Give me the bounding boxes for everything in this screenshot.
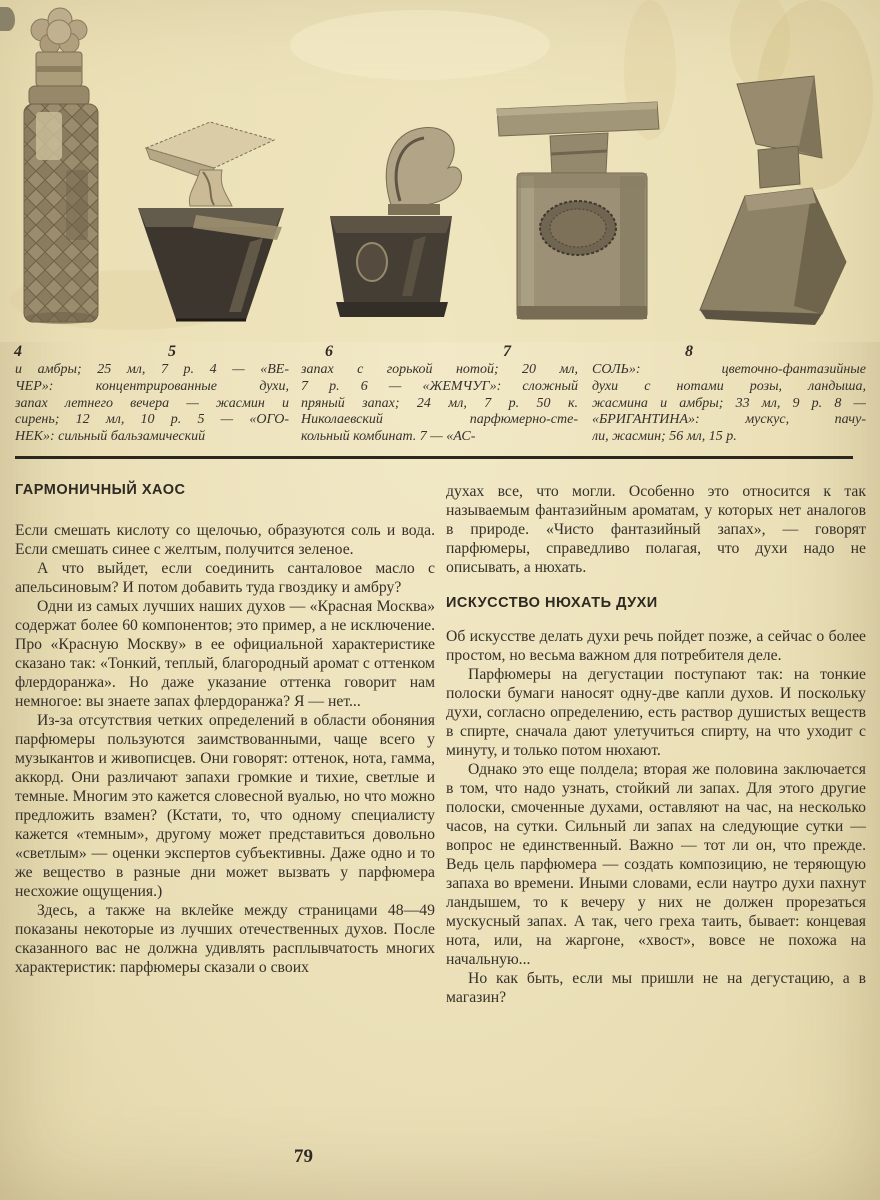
section-divider-rule	[15, 456, 853, 459]
page-number: 79	[294, 1146, 313, 1167]
caption-column-2: запах с горькой нотой; 20 мл, 7 р. 6 — «ЖЕМЧУГ»: сложный пряный запах; 24 мл, 7 р. 50 к. Николаевский парфюмерно-сте- кольный комбинат. 7 — «АС-	[301, 362, 578, 445]
paragraph: Здесь, а также на вклейке между страницами 48—49 показаны некоторые из лучших отечественных духов. После сказанного вас не должна удивлять расплывчатость многих характеристик: парфюмеры сказали о своих	[15, 902, 435, 976]
section-heading-harmonious-chaos: ГАРМОНИЧНЫЙ ХАОС	[15, 482, 186, 498]
perfume-bottles-photo	[0, 0, 880, 342]
paragraph: Если смешать кислоту со щелочью, образуются соль и вода. Если смешать синее с желтым, получится зеленое.	[15, 522, 435, 558]
paragraph: Однако это еще полдела; вторая же половина заключается в том, что надо узнать, стойкий ли запах. Для этого другие полоски, смоченные духами, оставляют на час, на несколько часов, на сутки. Сильный ли запах на следующие сутки — вопрос не единственный. Важно — тот ли он, что прежде. Ведь цель парфюмера — создать композицию, не теряющую запаха во времени. Иными словами, если наутро духи пахнут ландышем, то к вечеру у них не должен прорезаться мускусный запах. А так, чего греха таить, бывает: концевая нота, или, на жаргоне, «хвост», вовсе не похожа на начальную...	[446, 761, 866, 968]
paragraph: Из-за отсутствия четких определений в области обоняния парфюмеры пользуются заимствованными, чаще всего у музыкантов и живописцев. Они говорят: оттенок, нота, гамма, аккорд. Они различают запахи громкие и тихие, светлые и темные. Многим это кажется словесной вуалью, но что можно предложить взамен? (Кстати, то, что одному специалисту кажется «темным», другому может представиться довольно «светлым» — оценки экспертов субъективны. Даже одно и то же вещество в разные дни может вызвать у парфюмера несхожие ощущения.)	[15, 712, 435, 900]
paragraph: А что выйдет, если соединить санталовое масло с апельсиновым? И потом добавить туда гвоздику и амбру?	[15, 560, 435, 596]
paragraph: Об искусстве делать духи речь пойдет позже, а сейчас о более простом, но весьма важном для потребителя деле.	[446, 628, 866, 664]
paragraph: Парфюмеры на дегустации поступают так: на тонкие полоски бумаги наносят одну-две капли духов. И поскольку духи, согласно определению, есть раствор душистых веществ в спирте, сначала дают улетучиться спирту, на что уходит с минуту, и только потом нюхают.	[446, 666, 866, 759]
left-text-column	[15, 482, 435, 977]
section-heading-art-of-smelling: ИСКУССТВО НЮХАТЬ ДУХИ	[446, 595, 658, 611]
figure-number-7: 7	[503, 343, 511, 360]
paragraph: духах все, что могли. Особенно это относится к так называемым фантазийным ароматам, у которых нет аналогов в природе. «Чисто фантазийный запах», — говорят парфюмеры, справедливо полагая, что духи надо не описывать, а нюхать.	[446, 483, 866, 576]
figure-number-4: 4	[14, 343, 22, 360]
figure-number-8: 8	[685, 343, 693, 360]
caption-column-1: и амбры; 25 мл, 7 р. 4 — «ВЕ- ЧЕР»: концентрированные духи, запах летнего вечера — жасмин и сирень; 12 мл, 10 р. 5 — «ОГО- НЕК»: сильный бальзамический	[15, 362, 289, 445]
figure-number-5: 5	[168, 343, 176, 360]
caption-column-3: СОЛЬ»: цветочно-фантазийные духи с нотами розы, ландыша, жасмина и амбры; 33 мл, 9 р. 8 — «БРИГАНТИНА»: мускус, пачу- ли, жасмин; 56 мл, 15 р.	[592, 362, 866, 445]
figure-number-6: 6	[325, 343, 333, 360]
paragraph: Но как быть, если мы пришли не на дегустацию, а в магазин?	[446, 970, 866, 1006]
paragraph: Одни из самых лучших наших духов — «Красная Москва» содержат более 60 компонентов; это пример, а не исключение. Про «Красную Москву» в ее официальной характеристике сказано так: «Тонкий, теплый, благородный аромат с оттенком флердоранжа». Но даже указание оттенка говорит нам немногое: вы знаете запах флердоранжа? Я — нет...	[15, 598, 435, 710]
right-text-column	[446, 482, 866, 1007]
